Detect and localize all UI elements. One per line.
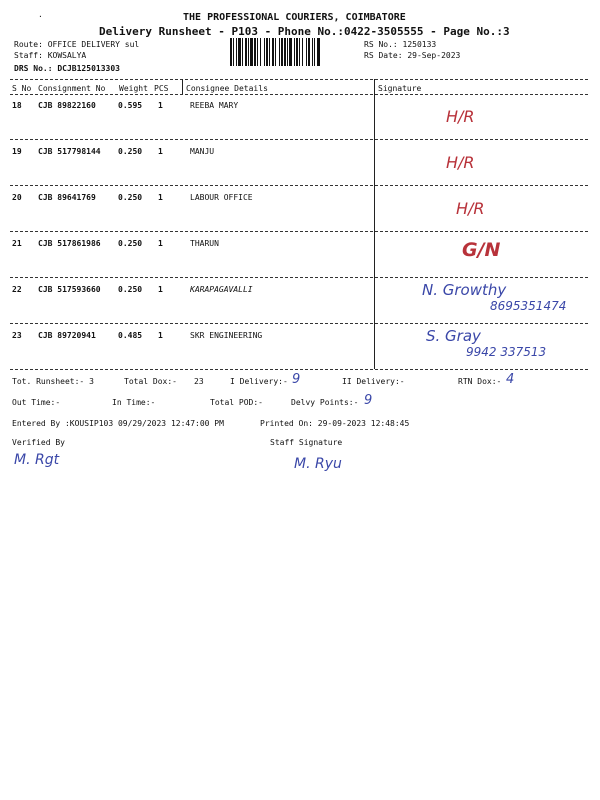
row-consignment-no: CJB 517798144 <box>38 147 101 156</box>
row-pcs: 1 <box>158 331 163 340</box>
row-consignee: THARUN <box>190 239 219 248</box>
row-sno: 18 <box>12 101 22 110</box>
row-pcs: 1 <box>158 193 163 202</box>
barcode-bar <box>269 38 270 66</box>
company-title: THE PROFESSIONAL COURIERS, COIMBATORE <box>183 12 406 23</box>
staff-signature-mark: M. Ryu <box>294 456 342 472</box>
row-consignee: KARAPAGAVALLI <box>190 285 253 294</box>
col-header-sno: S No <box>12 84 32 93</box>
barcode-bar <box>287 38 288 66</box>
ii-delivery-label: II Delivery:- <box>342 377 405 386</box>
staff-label: Staff: KOWSALYA <box>14 51 87 60</box>
table-row <box>10 187 588 233</box>
rtn-dox-value: 4 <box>506 372 515 387</box>
row-consignee: REEBA MARY <box>190 101 239 110</box>
row-pcs: 1 <box>158 147 163 156</box>
drs-number: DRS No.: DCJB125013303 <box>14 64 120 73</box>
row-signature: S. Gray <box>426 327 481 345</box>
barcode-bar <box>279 38 280 66</box>
row-pcs: 1 <box>158 285 163 294</box>
col-header-signature: Signature <box>378 84 422 93</box>
total-dox-label: Total Dox:- <box>124 377 177 386</box>
row-weight: 0.595 <box>118 101 143 110</box>
row-consignment-no: CJB 89641769 <box>38 193 96 202</box>
barcode-bar <box>284 38 286 66</box>
barcode-bar <box>238 38 241 66</box>
row-weight: 0.250 <box>118 285 143 294</box>
col-header-consignment: Consignment No <box>38 84 106 93</box>
barcode-bar <box>260 38 261 66</box>
entered-by: Entered By :KOUSIP103 09/29/2023 12:47:00 PM <box>12 419 224 428</box>
barcode-bar <box>233 38 234 66</box>
barcode-bar <box>299 38 300 66</box>
rs-date: RS Date: 29-Sep-2023 <box>364 51 461 60</box>
col-header-pcs: PCS <box>154 84 169 93</box>
barcode-bar <box>302 38 303 66</box>
row-consignee: LABOUR OFFICE <box>190 193 253 202</box>
row-signature: H/R <box>446 153 475 172</box>
barcode-bar <box>245 38 247 66</box>
barcode-bar <box>281 38 283 66</box>
barcode-bar <box>248 38 249 66</box>
barcode-bar <box>308 38 310 66</box>
barcode-bar <box>272 38 274 66</box>
tot-runsheet: Tot. Runsheet:- 3 <box>12 377 94 386</box>
row-separator <box>10 185 588 186</box>
verified-by-label: Verified By <box>12 438 65 447</box>
row-separator <box>10 323 588 324</box>
total-dox-value: 23 <box>194 377 204 386</box>
barcode-bar <box>314 38 315 66</box>
row-signature-phone: 9942 337513 <box>466 345 547 359</box>
barcode-bar <box>264 38 265 66</box>
barcode-bar <box>236 38 237 66</box>
row-signature: H/R <box>446 107 475 126</box>
delvy-points-value: 9 <box>364 393 373 408</box>
rtn-dox-label: RTN Dox:- <box>458 377 502 386</box>
in-time-label: In Time:- <box>112 398 156 407</box>
barcode-bar <box>294 38 295 66</box>
row-separator <box>10 277 588 278</box>
row-sno: 20 <box>12 193 22 202</box>
row-consignment-no: CJB 517861986 <box>38 239 101 248</box>
barcode-bar <box>306 38 307 66</box>
row-weight: 0.485 <box>118 331 143 340</box>
total-pod-label: Total POD:- <box>210 398 263 407</box>
row-sno: 21 <box>12 239 22 248</box>
row-signature: H/R <box>456 199 485 218</box>
row-signature-phone: 8695351474 <box>490 299 567 313</box>
col-header-weight: Weight <box>119 84 148 93</box>
row-separator <box>10 139 588 140</box>
barcode-bar <box>275 38 276 66</box>
runsheet-subtitle: Delivery Runsheet - P103 - Phone No.:0422-3505555 - Page No.:3 <box>99 25 510 38</box>
barcode-bar <box>257 38 258 66</box>
row-separator <box>10 231 588 232</box>
row-consignment-no: CJB 89822160 <box>38 101 96 110</box>
row-weight: 0.250 <box>118 193 143 202</box>
row-sno: 19 <box>12 147 22 156</box>
printed-on: Printed On: 29-09-2023 12:48:45 <box>260 419 410 428</box>
out-time-label: Out Time:- <box>12 398 61 407</box>
barcode-bar <box>317 38 320 66</box>
consignee-column-border <box>182 79 183 94</box>
barcode-bar <box>230 38 232 66</box>
row-consignment-no: CJB 517593660 <box>38 285 101 294</box>
row-weight: 0.250 <box>118 147 143 156</box>
row-pcs: 1 <box>158 239 163 248</box>
row-sno: 22 <box>12 285 22 294</box>
row-signature: G/N <box>462 239 501 261</box>
row-sno: 23 <box>12 331 22 340</box>
row-consignment-no: CJB 89720941 <box>38 331 96 340</box>
barcode-image <box>230 38 358 66</box>
barcode-bar <box>296 38 298 66</box>
table-row <box>10 95 588 141</box>
barcode-bar <box>266 38 268 66</box>
row-consignee: SKR ENGINEERING <box>190 331 263 340</box>
verified-by-signature: M. Rgt <box>14 452 60 468</box>
i-delivery-label: I Delivery:- <box>230 377 288 386</box>
barcode-bar <box>254 38 256 66</box>
barcode-bar <box>289 38 292 66</box>
delvy-points-label: Delvy Points:- <box>291 398 359 407</box>
barcode-bar <box>250 38 253 66</box>
rs-number: RS No.: 1250133 <box>364 40 437 49</box>
table-bottom-rule <box>10 369 588 370</box>
scan-speck: · <box>38 12 43 21</box>
row-signature: N. Growthy <box>422 281 507 299</box>
i-delivery-value: 9 <box>292 372 301 387</box>
route-label: Route: OFFICE DELIVERY sul <box>14 40 140 49</box>
col-header-consignee: Consignee Details <box>186 84 268 93</box>
row-weight: 0.250 <box>118 239 143 248</box>
barcode-bar <box>312 38 313 66</box>
table-top-rule <box>10 79 588 80</box>
barcode-bar <box>242 38 243 66</box>
staff-signature-label: Staff Signature <box>270 438 343 447</box>
row-consignee: MANJU <box>190 147 215 156</box>
row-pcs: 1 <box>158 101 163 110</box>
